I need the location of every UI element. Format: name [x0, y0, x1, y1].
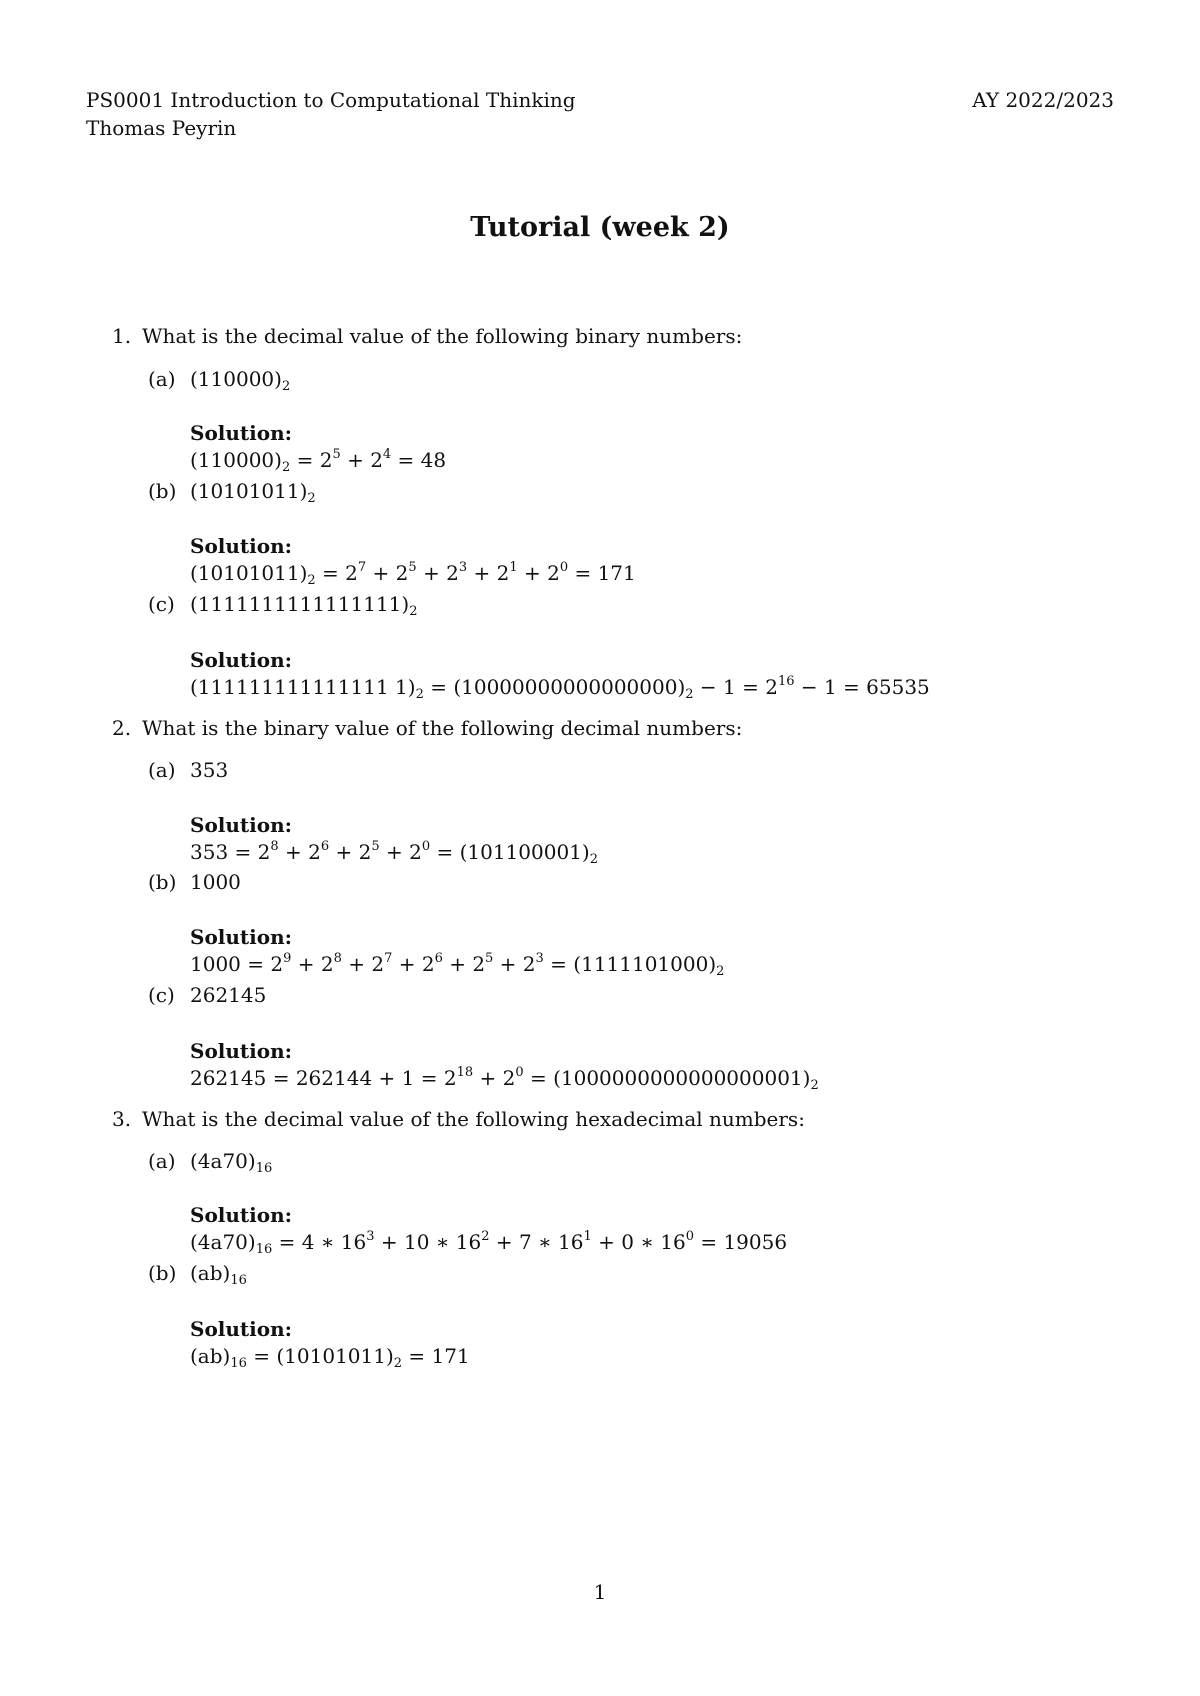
header-left [86, 86, 576, 142]
q2-part-c [148, 983, 266, 1007]
q2-part-b [148, 870, 241, 894]
q2b-solution [190, 924, 724, 978]
solution-label: Solution: [190, 534, 293, 558]
solution-label: Solution: [190, 1203, 293, 1227]
q2a-solution [190, 812, 598, 866]
solution-equation: (111111111111111 $1)_2 = (10000000000000000)_2 - 1 = 2^{16} - 1 = 65535$ [190, 674, 930, 702]
q1c-solution [190, 647, 930, 701]
solution-label: Solution: [190, 925, 293, 949]
part-value: (4a70) [190, 1149, 256, 1173]
solution-equation: $262145 = 262144 + 1 = 2^{18} + 2^0 = (1000000000000000001)_2$ [190, 1065, 819, 1093]
part-value: (1111111111111111) [190, 592, 410, 616]
solution-equation: $(10101011)_2 = 2^7 + 2^5 + 2^3 + 2^1 + 2^0 = 171$ [190, 560, 636, 588]
part-value: 1000 [190, 870, 241, 894]
question-text: What is the decimal value of the following hexadecimal numbers: [142, 1107, 805, 1131]
part-label: (a) [148, 367, 176, 391]
q3a-solution [190, 1202, 787, 1256]
question-number: 1. [112, 324, 132, 348]
q1-part-c [148, 592, 418, 619]
q1a-solution [190, 420, 446, 474]
author-name: Thomas Peyrin [86, 116, 237, 140]
part-label: (a) [148, 758, 176, 782]
question-text: What is the binary value of the following decimal numbers: [142, 716, 743, 740]
solution-label: Solution: [190, 1317, 293, 1341]
page-title: Tutorial (week 2) [470, 212, 730, 243]
academic-year: AY 2022/2023 [972, 88, 1114, 112]
q2c-solution [190, 1038, 819, 1092]
q1-part-a [148, 367, 291, 394]
solution-equation: $(4a70)_{16} = 4$ ∗ $16^3 + 10$ ∗ $16^2 + 7$ ∗ $16^1 + 0$ ∗ $16^0 = 19056$ [190, 1229, 788, 1257]
solution-label: Solution: [190, 1039, 293, 1063]
part-label: (c) [148, 592, 175, 616]
solution-equation: $(ab)_{16} = (10101011)_2 = 171$ [190, 1344, 470, 1371]
part-value: (ab) [190, 1261, 231, 1285]
question-number: 3. [112, 1107, 132, 1131]
solution-label: Solution: [190, 421, 293, 445]
part-value: 262145 [190, 983, 267, 1007]
q3-part-a [148, 1149, 273, 1176]
part-value: 353 [190, 758, 229, 782]
solution-label: Solution: [190, 813, 293, 837]
q2-part-a [148, 758, 228, 782]
part-label: (a) [148, 1149, 176, 1173]
course-title: PS0001 Introduction to Computational Thinking [86, 88, 576, 112]
q3b-solution [190, 1316, 470, 1370]
q1-part-b [148, 479, 316, 506]
base-subscript: 2 [409, 604, 418, 619]
part-label: (b) [148, 870, 177, 894]
solution-equation: $353 = 2^8 + 2^6 + 2^5 + 2^0 = (101100001)_2$ [190, 839, 598, 867]
question-2 [112, 716, 742, 740]
part-value: (10101011) [190, 479, 308, 503]
solution-equation: $1000 = 2^9 + 2^8 + 2^7 + 2^6 + 2^5 + 2^3 = (1111101000)_2$ [190, 951, 725, 979]
question-number: 2. [112, 716, 132, 740]
q1b-solution [190, 533, 636, 587]
solution-label: Solution: [190, 648, 293, 672]
base-subscript: 16 [230, 1273, 247, 1288]
part-label: (b) [148, 479, 177, 503]
base-subscript: 2 [307, 491, 316, 506]
solution-equation: $(110000)_2 = 2^5 + 2^4 = 48$ [190, 447, 447, 475]
base-subscript: 16 [255, 1161, 273, 1176]
base-subscript: 2 [281, 379, 291, 394]
q3-part-b [148, 1261, 247, 1288]
part-label: (c) [148, 983, 175, 1007]
question-1 [112, 324, 742, 348]
question-3 [112, 1107, 805, 1131]
page-number: 1 [593, 1580, 607, 1604]
part-value: (110000) [190, 367, 282, 391]
question-text: What is the decimal value of the following binary numbers: [142, 324, 743, 348]
part-label: (b) [148, 1261, 177, 1285]
